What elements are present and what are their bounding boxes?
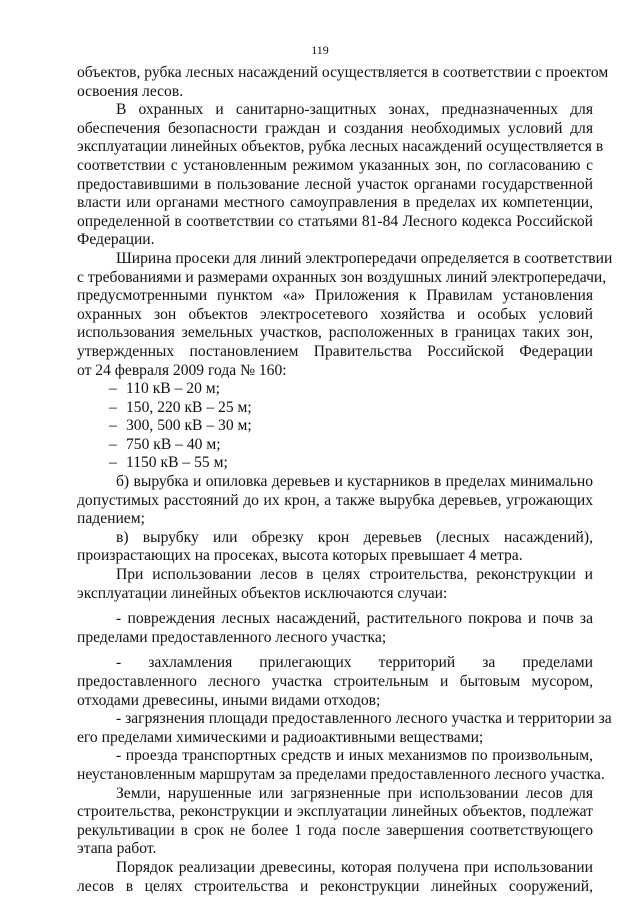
text-line-content: от 24 февраля 2009 года № 160: bbox=[77, 361, 287, 379]
text-line-content: - повреждения лесных насаждений, растительного покрова и почв за bbox=[116, 610, 593, 628]
text-line bbox=[77, 878, 593, 897]
list-dash-marker: – bbox=[109, 454, 117, 472]
text-line bbox=[77, 101, 593, 120]
text-line bbox=[77, 710, 612, 729]
text-line-content: произрастающих на просеках, высота которых превышает 4 метра. bbox=[77, 547, 523, 565]
text-line bbox=[77, 747, 593, 766]
text-line bbox=[77, 765, 605, 785]
text-line bbox=[77, 840, 593, 859]
text-line-content: Ширина просеки для линий электропередачи определяется в соответствии bbox=[116, 249, 613, 267]
text-line bbox=[77, 729, 593, 748]
text-line-content: эксплуатации линейных объектов, рубка лесных насаждений осуществляется в bbox=[77, 138, 604, 156]
text-line bbox=[77, 324, 593, 343]
text-line bbox=[77, 362, 593, 381]
text-line-content: пределами предоставленного лесного участка; bbox=[77, 628, 387, 646]
text-line-content: обеспечения безопасности граждан и создания необходимых условий для bbox=[77, 119, 593, 137]
list-dash-marker: – bbox=[109, 380, 117, 398]
text-line-content: 750 кВ – 40 м; bbox=[126, 435, 221, 453]
text-line bbox=[77, 785, 593, 804]
text-line-content: определенной в соответствии со статьями 81-84 Лесного кодекса Российской bbox=[77, 212, 593, 230]
text-line-content: неустановленным маршрутам за пределами предоставленного лесного участка. bbox=[77, 765, 605, 783]
text-line-content: - захламления прилегающих территорий за пределами bbox=[116, 654, 593, 672]
text-line bbox=[77, 83, 593, 102]
list-dash-marker: – bbox=[109, 398, 117, 416]
text-line bbox=[77, 249, 613, 269]
text-line bbox=[77, 454, 593, 473]
text-line-content: отходами древесины, иными видами отходов; bbox=[77, 691, 381, 709]
text-line-content: рекультивации в срок не более 1 года после завершения соответствующего bbox=[77, 821, 593, 839]
text-line bbox=[77, 268, 607, 288]
text-line bbox=[77, 287, 593, 306]
text-line bbox=[77, 473, 593, 492]
text-line-content: эксплуатации линейных объектов исключаются случаи: bbox=[77, 584, 448, 602]
text-line bbox=[77, 194, 593, 213]
list-dash-marker: – bbox=[109, 435, 117, 453]
text-line bbox=[77, 213, 593, 232]
text-line bbox=[77, 822, 593, 841]
text-line-content: с требованиями и размерами охранных зон воздушных линий электропередачи, bbox=[77, 268, 607, 286]
text-line-content: При использовании лесов в целях строительства, реконструкции и bbox=[116, 566, 593, 584]
text-line bbox=[77, 529, 593, 548]
text-line-content: Порядок реализации древесины, которая получена при использовании bbox=[116, 858, 593, 876]
text-line bbox=[77, 64, 609, 83]
text-line-content: 110 кВ – 20 м; bbox=[126, 380, 220, 398]
text-line bbox=[77, 176, 593, 195]
text-line bbox=[77, 859, 593, 878]
text-line-content: 300, 500 кВ – 30 м; bbox=[126, 417, 252, 435]
document-body bbox=[77, 64, 613, 896]
text-line-content: строительства, реконструкции и эксплуатации линейных объектов, подлежат bbox=[77, 803, 593, 821]
text-line-content: власти или органами местного самоуправления в пределах их компетенции, bbox=[77, 194, 593, 212]
text-line-content: В охранных и санитарно-защитных зонах, предназначенных для bbox=[116, 101, 593, 119]
text-line-content: предусмотренными пунктом «а» Приложения к Правилам установления bbox=[77, 287, 593, 305]
text-line bbox=[77, 306, 593, 325]
text-line bbox=[77, 343, 593, 362]
list-dash-marker: – bbox=[109, 417, 117, 435]
text-line bbox=[77, 138, 604, 157]
text-line-content: соответствии с установленным режимом указанных зон, по согласованию с bbox=[77, 156, 593, 174]
text-line-content: Земли, нарушенные или загрязненные при использовании лесов для bbox=[116, 784, 593, 802]
text-line bbox=[77, 380, 593, 399]
text-line-content: - проезда транспортных средств и иных механизмов по произвольным, bbox=[116, 747, 593, 765]
text-line bbox=[77, 492, 593, 511]
text-line bbox=[77, 120, 593, 139]
text-line bbox=[77, 673, 593, 692]
text-line-content: предоставившими в пользование лесной участок органами государственной bbox=[77, 175, 593, 193]
text-line-content: - загрязнения площади предоставленного лесного участка и территории за bbox=[116, 710, 612, 728]
text-line-content: предоставленного лесного участка строительным и бытовым мусором, bbox=[77, 673, 593, 690]
text-line-content: охранных зон объектов электросетевого хозяйства и особых условий bbox=[77, 305, 593, 323]
text-line bbox=[77, 803, 593, 822]
text-line-content: утвержденных постановлением Правительства Российской Федерации bbox=[77, 342, 593, 360]
text-line-content: падением; bbox=[77, 510, 145, 528]
text-line bbox=[77, 436, 593, 455]
text-line bbox=[77, 654, 593, 673]
text-line-content: б) вырубка и опиловка деревьев и кустарников в пределах минимально bbox=[116, 473, 593, 491]
text-line bbox=[77, 157, 593, 176]
text-line bbox=[77, 566, 593, 585]
text-line bbox=[77, 610, 593, 629]
text-line bbox=[77, 231, 593, 250]
text-line bbox=[77, 417, 593, 436]
text-line-content: допустимых расстояний до их крон, а также вырубка деревьев, угрожающих bbox=[77, 491, 593, 509]
page-number: 119 bbox=[311, 43, 329, 57]
text-line-content: его пределами химическими и радиоактивными веществами; bbox=[77, 728, 484, 746]
text-line-content: этапа работ. bbox=[77, 840, 157, 858]
text-line-content: Федерации. bbox=[77, 231, 155, 249]
text-line-content: освоения лесов. bbox=[77, 82, 184, 100]
text-line bbox=[77, 547, 593, 566]
text-line-content: объектов, рубка лесных насаждений осуществляется в соответствии с проектом bbox=[77, 64, 609, 81]
text-line-content: использования земельных участков, расположенных в границах таких зон, bbox=[77, 324, 593, 342]
text-line bbox=[77, 629, 593, 648]
text-line bbox=[77, 692, 593, 711]
text-line bbox=[77, 399, 593, 418]
text-line-content: в) вырубку или обрезку крон деревьев (лесных насаждений), bbox=[116, 528, 593, 546]
text-line bbox=[77, 510, 593, 529]
text-line-content: 1150 кВ – 55 м; bbox=[126, 454, 228, 472]
text-line-content: лесов в целях строительства и реконструкции линейных сооружений, bbox=[77, 877, 593, 895]
text-line-content: 150, 220 кВ – 25 м; bbox=[126, 398, 252, 416]
text-line bbox=[77, 585, 593, 604]
